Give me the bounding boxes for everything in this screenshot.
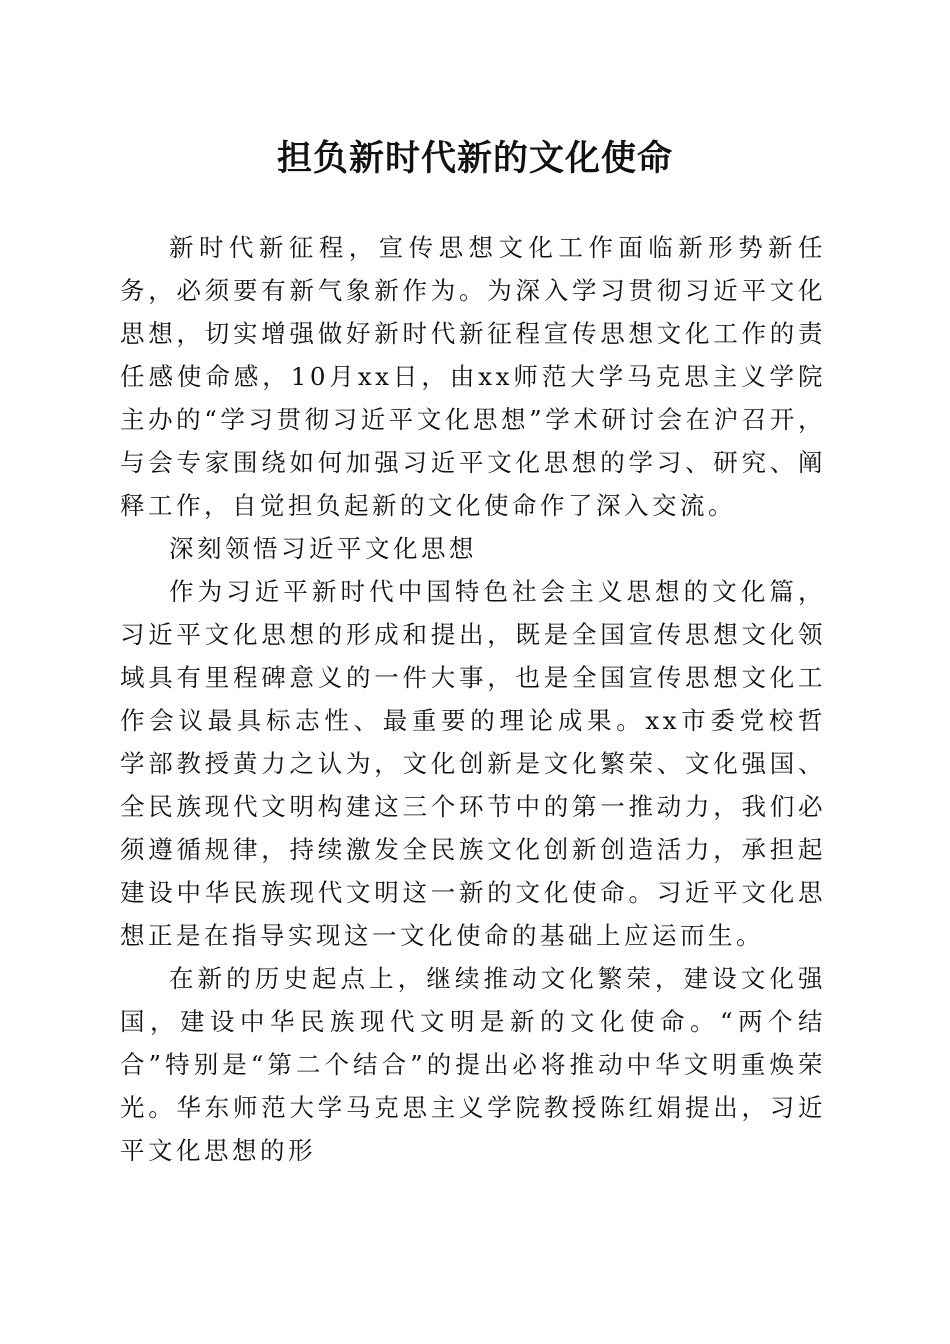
paragraph-section-1: 作为习近平新时代中国特色社会主义思想的文化篇，习近平文化思想的形成和提出，既是全国宣传思想文化领域具有里程碑意义的一件大事，也是全国宣传思想文化工作会议最具标志性、最重要的理论成果。xx市委党校哲学部教授黄力之认为，文化创新是文化繁荣、文化强国、全民族现代文明构建这三个环节中的第一推动力，我们必须遵循规律，持续激发全民族文化创新创造活力，承担起建设中华民族现代文明这一新的文化使命。习近平文化思想正是在指导实现这一文化使命的基础上应运而生。 <box>120 577 826 950</box>
document-body <box>120 226 826 1172</box>
paragraph-section-2: 在新的历史起点上，继续推动文化繁荣，建设文化强国，建设中华民族现代文明是新的文化使命。“两个结合”特别是“第二个结合”的提出必将推动中华文明重焕荣光。华东师范大学马克思主义学院教授陈红娟提出，习近平文化思想的形 <box>120 964 826 1165</box>
document-title: 担负新时代新的文化使命 <box>276 138 673 179</box>
section-heading: 深刻领悟习近平文化思想 <box>169 534 477 563</box>
paragraph-intro: 新时代新征程，宣传思想文化工作面临新形势新任务，必须要有新气象新作为。为深入学习贯彻习近平文化思想，切实增强做好新时代新征程宣传思想文化工作的责任感使命感，10月xx日，由xx师范大学马克思主义学院主办的“学习贯彻习近平文化思想”学术研讨会在沪召开，与会专家围绕如何加强习近平文化思想的学习、研究、阐释工作，自觉担负起新的文化使命作了深入交流。 <box>120 233 826 520</box>
